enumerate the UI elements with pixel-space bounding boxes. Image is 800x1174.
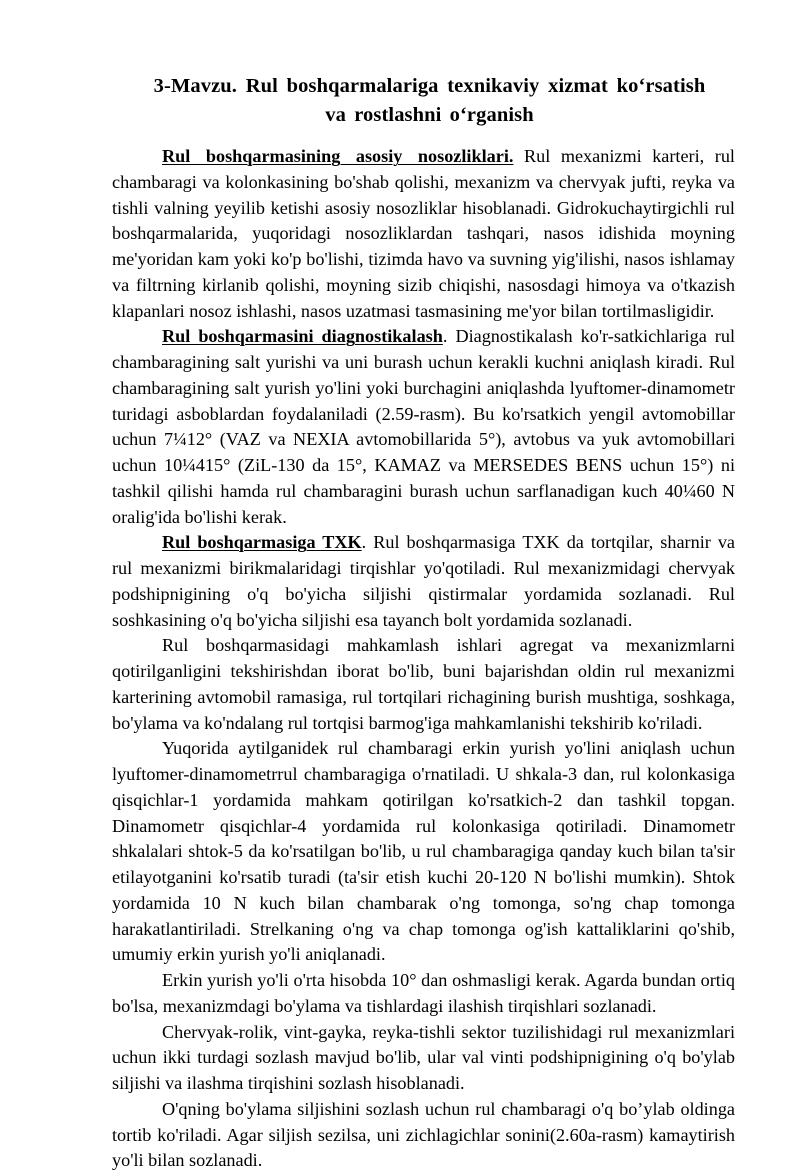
paragraph-text-erkin-yoli: Erkin yurish yo'li o'rta hisobda 10° dan oshmasligi kerak. Agarda bundan ortiq bo'lsa, mexanizmdagi bo'ylama va tishlardagi ilashish tirqishlari sozlanadi. bbox=[112, 970, 735, 1016]
paragraph-text-erkin-yurish: Yuqorida aytilganidek rul chambaragi erkin yurish yo'lini aniqlash uchun lyuftomer-dinamometrrul chambaragiga o'rnatiladi. U shkala-3 dan, rul kolonkasiga qisqichlar-1 yordamida mahkam qotirilgan ko'rsatkich-2 dan tashkil topgan. Dinamometr qisqichlar-4 yordamida rul kolonkasiga qotiriladi. Dinamometr shkalalari shtok-5 da ko'rsatilgan bo'lib, u rul chambaragiga qanday kuch bilan ta'sir etilayotganini ko'rsatib turadi (ta'sir etish kuchi 20-120 N bo'lishi mumkin). Shtok yordamida 10 N kuch bilan chambarak o'ng tomonga, so'ng chap tomonga harakatlantiriladi. Strelkaning o'ng va chap tomonga og'ish kattaliklarini qo'shib, umumiy erkin yurish yo'li aniqlanadi. bbox=[112, 738, 735, 965]
paragraph-txk bbox=[112, 530, 735, 633]
paragraph-erkin-yoli bbox=[112, 968, 735, 1020]
document-body bbox=[112, 144, 735, 1174]
page-title bbox=[112, 72, 735, 130]
paragraph-nosozliklar bbox=[112, 144, 735, 324]
paragraph-text-chervyak-rolik: Chervyak-rolik, vint-gayka, reyka-tishli sektor tuzilishidagi rul mexanizmlari uchun ikki turdagi sozlash mavjud bo'lib, ular val vinti podshipnigining o'q bo'ylab siljishi va ilashma tirqishini sozlash hisoblanadi. bbox=[112, 1021, 735, 1094]
paragraph-chervyak-rolik bbox=[112, 1020, 735, 1097]
paragraph-text-nosozliklar: Rul mexanizmi karteri, rul chambaragi va kolonkasining bo'shab qolishi, mexanizm va chervyak jufti, reyka va tishli valning yeyilib ketishi asosiy nosozliklar hisoblanadi. Gidrokuchaytirgichli rul boshqarmalarida, yuqoridagi nosozliklardan tashqari, nasos idishida moyning me'yoridan kam yoki ko'p bo'lishi, tizimda havo va suvning yig'ilishi, nasos ishlamay va filtrning kirlanib qolishi, moyning sizib chiqishi, nasosdagi himoya va o'tkazish klapanlari nosoz ishlashi, nasos uzatmasi tasmasining me'yor bilan tortilmasligidir. bbox=[112, 146, 735, 321]
paragraph-oq-boylama bbox=[112, 1097, 735, 1174]
paragraph-diagnostikalash bbox=[112, 324, 735, 530]
heading-run-nosozliklar: Rul boshqarmasining asosiy nosozliklari. bbox=[162, 146, 514, 167]
paragraph-mahkamlash bbox=[112, 633, 735, 736]
heading-run-txk: Rul boshqarmasiga TXK bbox=[162, 532, 362, 553]
paragraph-text-diagnostikalash: . Diagnostikalash ko'r-satkichlariga rul chambaragining salt yurishi va uni burash uchun kerakli kuchni aniqlash kiradi. Rul chambaragining salt yurish yo'lini yoki burchagini aniqlashda lyuftomer-dinamometr turidagi asboblardan foydalaniladi (2.59-rasm). Bu ko'rsatkich yengil avtomobillar uchun 7¼12° (VAZ va NEXIA avtomobillarida 5°), avtobus va yuk avtomobillari uchun 10¼415° (ZiL-130 da 15°, KAMAZ va MERSEDES BENS uchun 15°) ni tashkil qilishi hamda rul chambaragini burash uchun sarflanadigan kuch 40¼60 N oralig'ida bo'lishi kerak. bbox=[112, 326, 735, 527]
heading-run-diagnostikalash: Rul boshqarmasini diagnostikalash bbox=[162, 326, 443, 347]
page-title-line-1: 3-Mavzu. Rul boshqarmalariga texnikaviy xizmat ko‘rsatish bbox=[153, 75, 706, 97]
page-title-line-2: va rostlashni o‘rganish bbox=[325, 104, 534, 127]
paragraph-text-oq-boylama: O'qning bo'ylama siljishini sozlash uchun rul chambaragi o'q bo’ylab oldinga tortib ko'riladi. Agar siljish sezilsa, uni zichlagichlar sonini(2.60a-rasm) kamaytirish yo'li bilan sozlanadi. bbox=[112, 1098, 735, 1171]
paragraph-text-mahkamlash: Rul boshqarmasidagi mahkamlash ishlari agregat va mexanizmlarni qotirilganligini tekshirishdan iborat bo'lib, buni bajarishdan oldin rul mexanizmi karterining avtomobil ramasiga, rul tortqilari richagining burish mushtiga, soshkaga, bo'ylama va ko'ndalang rul tortqisi barmog'iga mahkamlanishi tekshirib ko'riladi. bbox=[112, 635, 735, 733]
paragraph-erkin-yurish bbox=[112, 736, 735, 968]
paragraph-text-txk: . Rul boshqarmasiga TXK da tortqilar, sharnir va rul mexanizmi birikmalaridagi tirqishlar yo'qotiladi. Rul mexanizmidagi chervyak podshipnigining o'q bo'yicha siljishi qistirmalar yordamida sozlanadi. Rul soshkasining o'q bo'yicha siljishi esa tayanch bolt yordamida sozlanadi. bbox=[112, 532, 735, 630]
